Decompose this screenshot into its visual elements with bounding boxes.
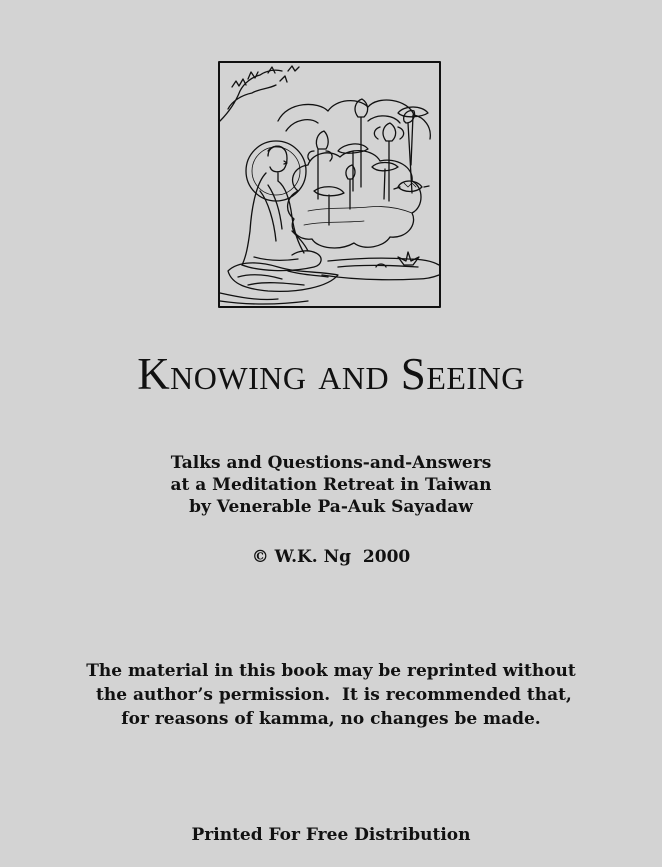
copyright-notice: © W.K. Ng 2000 bbox=[251, 547, 411, 567]
permission-line: the author’s permission. It is recommended that, bbox=[90, 685, 572, 705]
subtitle-line: at a Meditation Retreat in Taiwan bbox=[170, 475, 492, 495]
book-subtitle bbox=[0, 452, 662, 518]
book-title: Knowing and Seeing bbox=[137, 349, 525, 399]
meditating-monk-lotus-pond-icon bbox=[218, 61, 441, 308]
permission-line: for reasons of kamma, no changes be made. bbox=[121, 709, 541, 729]
distribution-footer: Printed For Free Distribution bbox=[191, 825, 471, 845]
subtitle-line: by Venerable Pa-Auk Sayadaw bbox=[189, 497, 473, 517]
permission-line: The material in this book may be reprinted without bbox=[86, 661, 576, 681]
meditating-monk-illustration bbox=[218, 61, 441, 308]
permission-notice bbox=[0, 659, 662, 731]
subtitle-line: Talks and Questions-and-Answers bbox=[170, 453, 492, 473]
